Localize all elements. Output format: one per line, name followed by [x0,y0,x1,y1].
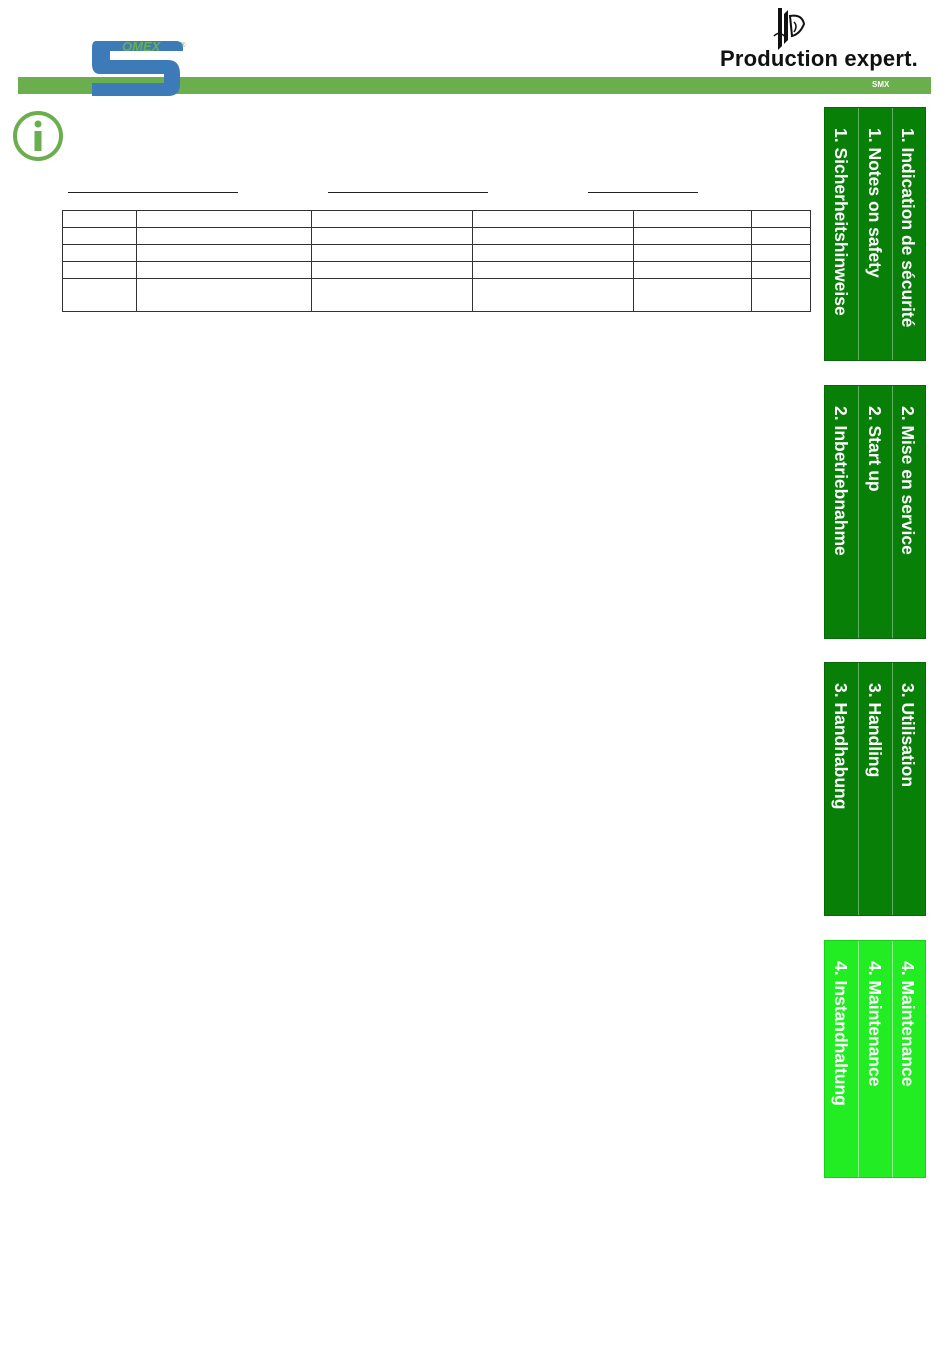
table-cell [312,228,473,245]
table-cell [752,211,811,228]
table-row [63,262,811,279]
table-row [63,228,811,245]
table-cell [752,279,811,312]
table-row [63,279,811,312]
table-cell [137,245,312,262]
tab-safety-label-en: 1. Notes on safety [865,128,885,278]
table-cell [634,245,752,262]
tab-divider [858,941,859,1177]
table-row [63,211,811,228]
table-cell [137,279,312,312]
tab-handling-label-en: 3. Handling [865,683,885,778]
table-cell [473,245,634,262]
table-cell [312,245,473,262]
table-row [63,245,811,262]
table-cell [473,228,634,245]
tab-start-up-label-en: 2. Start up [865,406,885,492]
table-cell [634,228,752,245]
blank-line-1 [68,192,238,193]
table-cell [137,262,312,279]
tab-safety[interactable] [824,107,926,361]
table-cell [634,211,752,228]
table-cell [634,279,752,312]
table-cell [312,262,473,279]
tab-handling-label-de: 3. Handhabung [831,683,851,810]
table-cell [312,211,473,228]
table-cell [752,228,811,245]
table-cell [752,262,811,279]
somex-logo [88,38,190,98]
table-cell [63,262,137,279]
tab-maintenance-label-de: 4. Instandhaltung [831,961,851,1106]
table-cell [137,211,312,228]
blank-line-2 [328,192,488,193]
tab-safety-label-de: 1. Sicherheitshinweise [831,128,851,316]
table-cell [473,279,634,312]
tab-divider [858,386,859,638]
table-cell [63,228,137,245]
tab-divider [858,108,859,360]
table-cell [312,279,473,312]
logo-text: OMEX [122,39,161,54]
info-icon [12,110,64,162]
tab-maintenance-label-en: 4. Maintenance [865,961,885,1087]
tab-handling[interactable] [824,662,926,916]
tab-start-up[interactable] [824,385,926,639]
maintenance-log-table [62,210,811,312]
table-cell [63,245,137,262]
table-cell [473,262,634,279]
brand-tag: SMX [872,80,890,89]
blank-line-3 [588,192,698,193]
tab-start-up-label-de: 2. Inbetriebnahme [831,406,851,556]
table-cell [634,262,752,279]
table-cell [63,211,137,228]
table-cell [752,245,811,262]
tab-safety-label-fr: 1. Indication de sécurité [898,128,918,328]
svg-text:®: ® [181,43,186,49]
tab-handling-label-fr: 3. Utilisation [898,683,918,788]
tab-maintenance[interactable] [824,940,926,1178]
table-cell [137,228,312,245]
table-cell [473,211,634,228]
tab-maintenance-label-fr: 4. Maintenance [898,961,918,1087]
tab-start-up-label-fr: 2. Mise en service [898,406,918,555]
tab-divider [858,663,859,915]
table-cell [63,279,137,312]
brand-slogan: Production expert. [720,46,918,71]
